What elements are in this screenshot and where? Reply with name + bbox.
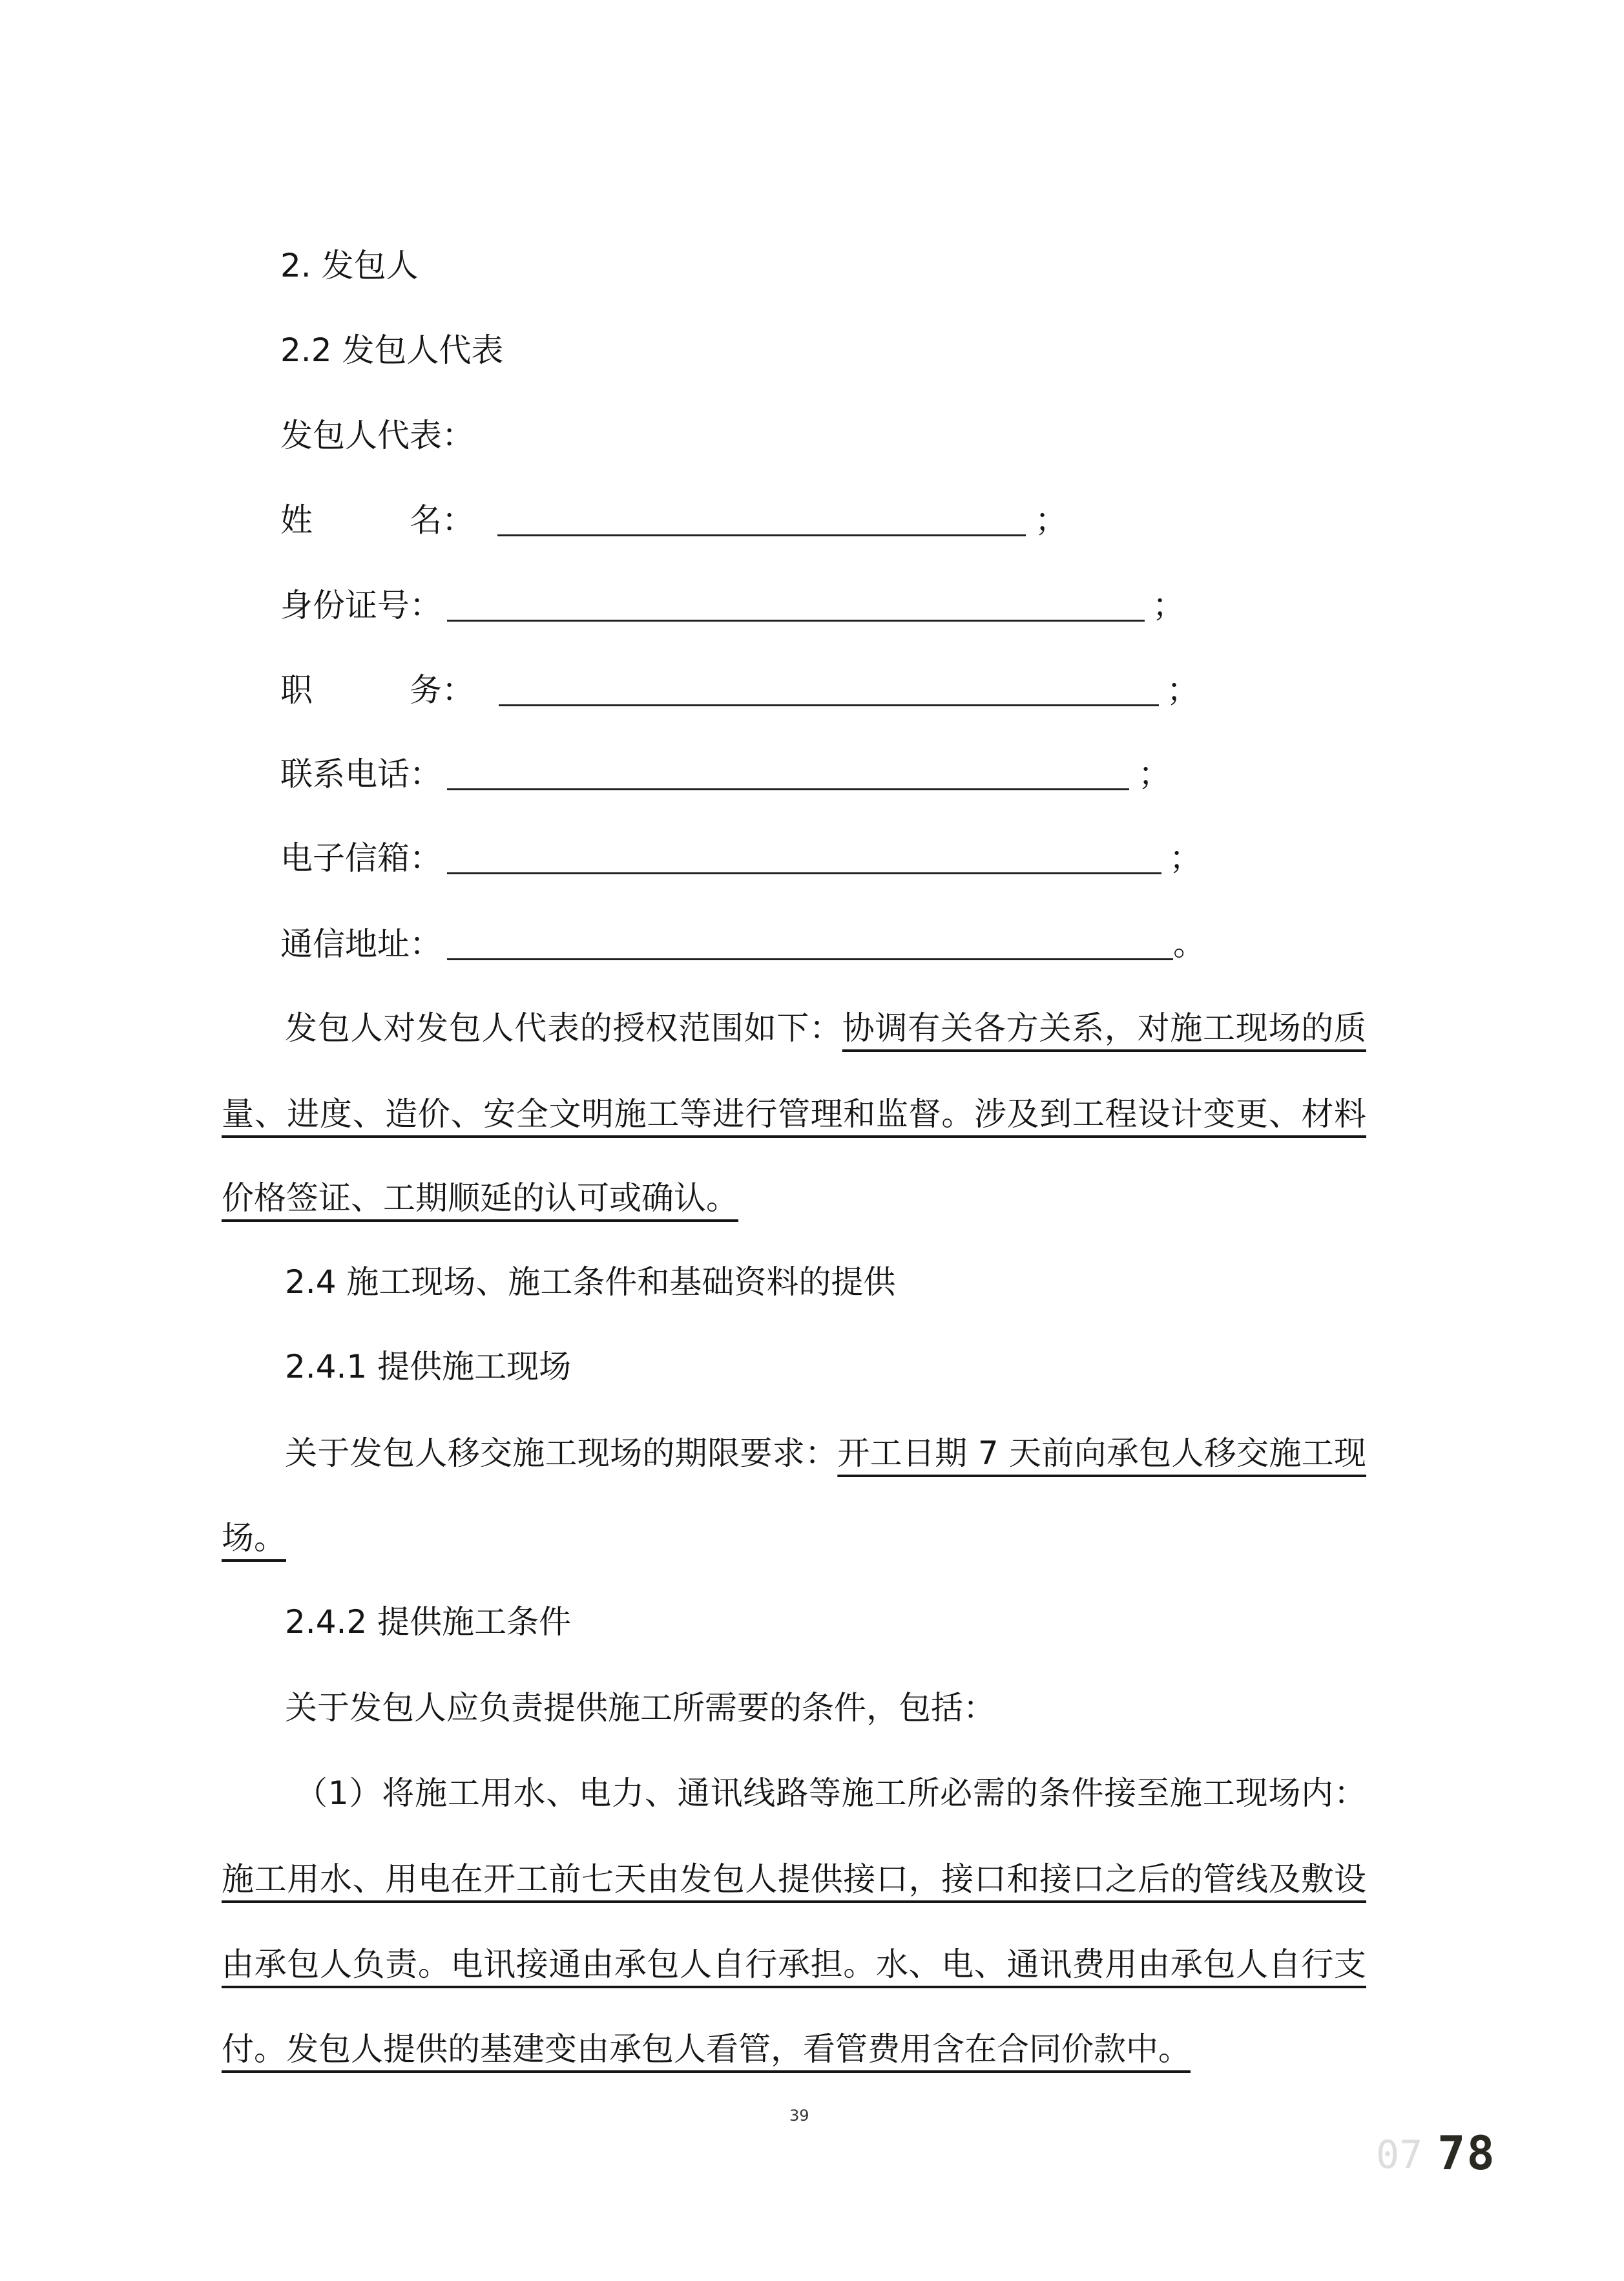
field-address xyxy=(280,918,1205,970)
authority-line-1 xyxy=(285,1002,1366,1054)
conditions-intro: 关于发包人应负责提供施工所需要的条件，包括： xyxy=(285,1689,995,1727)
faint-stamp-mark: 07 xyxy=(1376,2132,1423,2178)
field-label: 身份证号： xyxy=(280,587,442,624)
item1-filled-text: 付。发包人提供的基建变由承包人看管，看管费用含在合同价款中。 xyxy=(222,2030,1191,2068)
item1-line-1: （1）将施工用水、电力、通讯线路等施工所必需的条件接至施工现场内： xyxy=(295,1774,1366,1812)
email-blank-line[interactable] xyxy=(447,872,1161,874)
item1-line-4 xyxy=(222,2023,1191,2075)
punct: ； xyxy=(1169,839,1202,877)
authority-line-2 xyxy=(222,1088,1366,1140)
section-heading-2: 2. 发包人 xyxy=(280,247,419,284)
field-phone xyxy=(280,748,1185,800)
authority-filled-text: 价格签证、工期顺延的认可或确认。 xyxy=(222,1179,738,1217)
section-heading-2-4-2: 2.4.2 提供施工条件 xyxy=(285,1603,572,1641)
field-position xyxy=(280,664,1199,716)
authority-intro: 发包人对发包人代表的授权范围如下： xyxy=(285,1009,842,1047)
item1-filled-text: 施工用水、用电在开工前七天由发包人提供接口，接口和接口之后的管线及敷设 xyxy=(222,1860,1366,1898)
address-blank-line[interactable] xyxy=(447,958,1173,960)
handover-line-2 xyxy=(222,1512,286,1564)
page-number: 39 xyxy=(789,2107,809,2125)
handover-filled-text: 开工日期 7 天前向承包人移交施工现 xyxy=(837,1435,1366,1472)
punct: ； xyxy=(1167,671,1199,709)
punct: ； xyxy=(1152,587,1185,624)
section-heading-2-2: 2.2 发包人代表 xyxy=(280,331,504,369)
field-label: 职 务： xyxy=(280,671,474,709)
field-label: 通信地址： xyxy=(280,925,442,963)
position-blank-line[interactable] xyxy=(499,704,1159,706)
name-blank-line[interactable] xyxy=(497,534,1026,536)
phone-blank-line[interactable] xyxy=(447,788,1129,790)
item1-filled-text: 由承包人负责。电讯接通由承包人自行承担。水、电、通讯费用由承包人自行支 xyxy=(222,1946,1366,1983)
field-email xyxy=(280,832,1202,884)
handover-intro: 关于发包人移交施工现场的期限要求： xyxy=(285,1435,838,1472)
section-heading-2-4: 2.4 施工现场、施工条件和基础资料的提供 xyxy=(285,1263,896,1301)
rep-heading: 发包人代表： xyxy=(280,417,474,454)
id-blank-line[interactable] xyxy=(447,620,1145,622)
handover-line-1 xyxy=(285,1427,1366,1479)
handover-filled-text: 场。 xyxy=(222,1519,286,1557)
item1-line-2 xyxy=(222,1853,1366,1905)
punct: ； xyxy=(1035,501,1067,539)
field-label: 联系电话： xyxy=(280,755,442,793)
field-name xyxy=(280,494,1120,546)
authority-filled-text: 协调有关各方关系，对施工现场的质 xyxy=(842,1009,1366,1047)
item1-line-3 xyxy=(222,1939,1366,1990)
field-label: 姓 名： xyxy=(280,501,474,539)
field-label: 电子信箱： xyxy=(280,839,442,877)
punct: 。 xyxy=(1173,925,1205,963)
authority-line-3 xyxy=(222,1172,738,1224)
stamped-page-number: 78 xyxy=(1437,2126,1496,2180)
authority-filled-text: 量、进度、造价、安全文明施工等进行管理和监督。涉及到工程设计变更、材料 xyxy=(222,1095,1366,1133)
punct: ； xyxy=(1138,755,1171,793)
field-id-number xyxy=(280,580,1185,631)
section-heading-2-4-1: 2.4.1 提供施工现场 xyxy=(285,1348,572,1385)
